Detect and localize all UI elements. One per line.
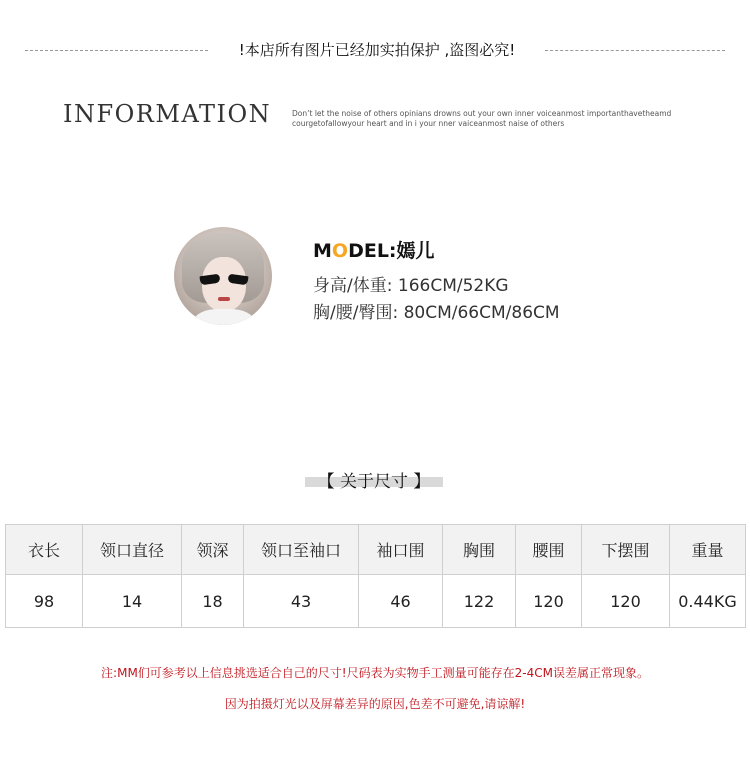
- header-cuff: 袖口围: [359, 525, 443, 575]
- height-weight-value: 166CM/52KG: [397, 276, 509, 296]
- measurements-label: 胸/腰/臀围:: [313, 303, 399, 323]
- model-height-weight: [313, 271, 509, 296]
- height-weight-label: 身高/体重:: [313, 276, 393, 296]
- information-description: Don’t let the noise of others opinians drowns out your own inner voiceanmost importanthavetheamd courgetofallowyour heart and in i your nner vaiceanmost naise of others: [292, 109, 672, 128]
- information-heading: INFORMATION: [63, 100, 272, 128]
- divider-right: [545, 50, 725, 51]
- model-label-suffix: DEL:: [348, 240, 397, 262]
- cell-chest: 122: [443, 575, 516, 628]
- model-name-line: [313, 236, 435, 263]
- header-neck-depth: 领深: [182, 525, 244, 575]
- cell-neck-to-cuff: 43: [244, 575, 359, 628]
- model-name: 嫣儿: [396, 240, 435, 262]
- cell-neck-depth: 18: [182, 575, 244, 628]
- avatar-lips: [218, 297, 230, 301]
- header-weight: 重量: [670, 525, 746, 575]
- divider-left: [25, 50, 208, 51]
- model-label-accent: O: [331, 240, 349, 262]
- header-hem: 下摆围: [582, 525, 670, 575]
- cell-hem: 120: [582, 575, 670, 628]
- header-chest: 胸围: [443, 525, 516, 575]
- cell-waist: 120: [516, 575, 582, 628]
- cell-neck-diameter: 14: [83, 575, 182, 628]
- cell-weight: 0.44KG: [670, 575, 746, 628]
- sunglasses-icon: [200, 275, 248, 285]
- cell-cuff: 46: [359, 575, 443, 628]
- model-label-prefix: M: [313, 240, 332, 262]
- header-neck-to-cuff: 领口至袖口: [244, 525, 359, 575]
- table-row: [6, 575, 746, 628]
- avatar-collar: [194, 309, 254, 325]
- model-avatar: [174, 227, 272, 325]
- size-section-heading: [305, 470, 443, 494]
- color-note: 因为拍摄灯光以及屏幕差异的原因,色差不可避免,请谅解!: [224, 697, 526, 711]
- copyright-notice-text: !本店所有图片已经加实拍保护 ,盗图必究!: [238, 41, 516, 59]
- header-length: 衣长: [6, 525, 83, 575]
- header-neck-diameter: 领口直径: [83, 525, 182, 575]
- size-note: 注:MM们可参考以上信息挑选适合自己的尺寸!尺码表为实物手工测量可能存在2-4CM误差属正常现象。: [101, 666, 649, 680]
- size-table-header-row: [6, 525, 746, 575]
- size-heading-text: 【 关于尺寸 】: [317, 472, 431, 492]
- cell-length: 98: [6, 575, 83, 628]
- model-measurements: [313, 298, 560, 323]
- size-table: [5, 524, 746, 628]
- copyright-notice: [0, 38, 750, 62]
- measurements-value: 80CM/66CM/86CM: [403, 303, 560, 323]
- header-waist: 腰围: [516, 525, 582, 575]
